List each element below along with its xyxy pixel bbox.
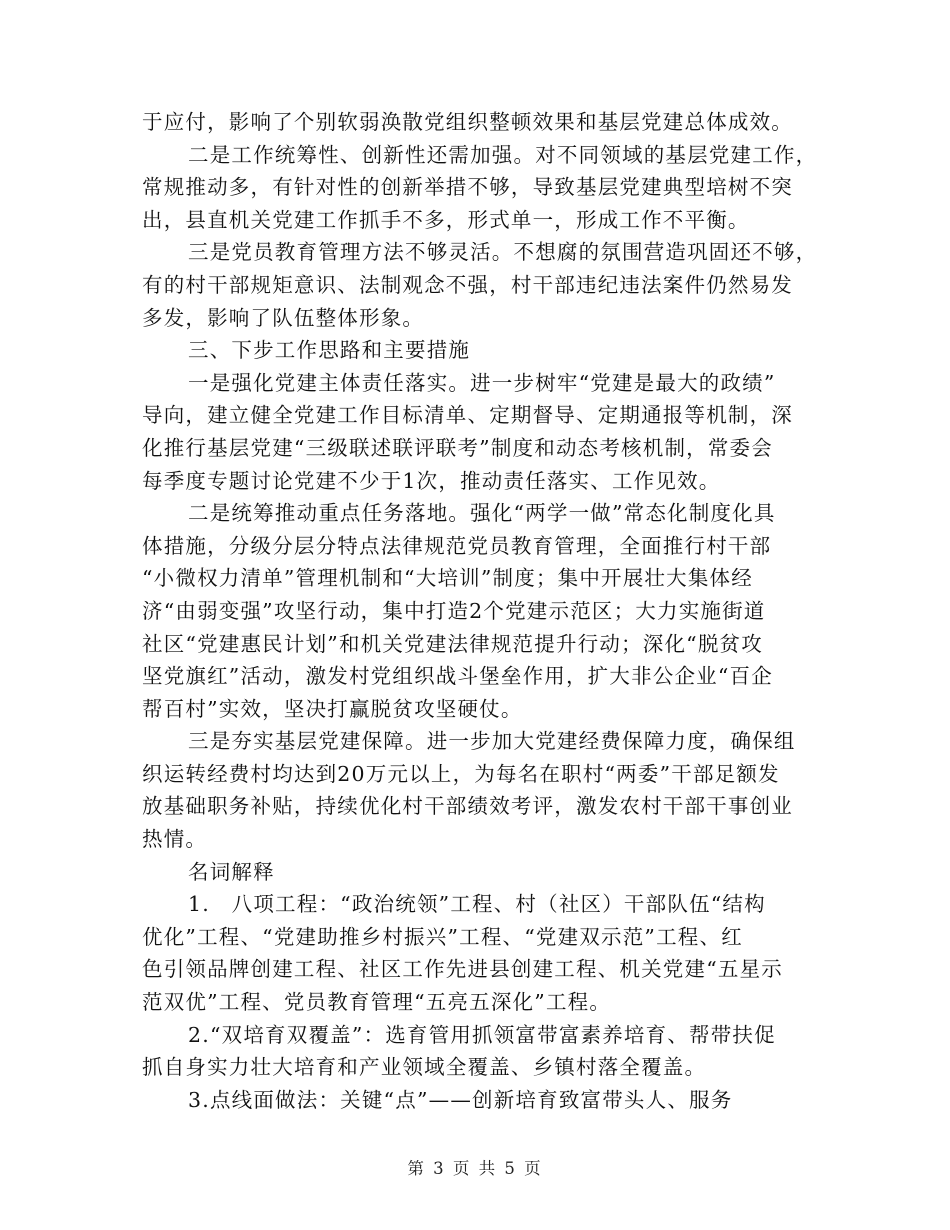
text-line: 常规推动多，有针对性的创新举措不够，导致基层党建典型培树不突 xyxy=(142,175,793,200)
text-line: 社区“党建惠民计划”和机关党建法律规范提升行动；深化“脱贫攻 xyxy=(142,631,763,656)
text-line: 名词解释 xyxy=(188,859,275,884)
text-line: 济“由弱变强”攻坚行动，集中打造2个党建示范区；大力实施街道 xyxy=(142,598,766,623)
text-line: 有的村干部规矩意识、法制观念不强，村干部违纪违法案件仍然易发 xyxy=(142,272,793,297)
text-line: 出，县直机关党建工作抓手不多，形式单一，形成工作不平衡。 xyxy=(142,207,750,232)
text-line: 化推行基层党建“三级联述联评联考”制度和动态考核机制，常委会 xyxy=(142,435,773,460)
text-line: 三、下步工作思路和主要措施 xyxy=(188,338,471,363)
text-line: 每季度专题讨论党建不少于1次，推动责任落实、工作见效。 xyxy=(142,468,721,493)
text-line: 坚党旗红”活动，激发村党组织战斗堡垒作用，扩大非公企业“百企 xyxy=(142,664,773,689)
text-line: 导向，建立健全党建工作目标清单、定期督导、定期通报等机制，深 xyxy=(142,403,793,428)
text-line: 二是统筹推动重点任务落地。强化“两学一做”常态化制度化具 xyxy=(188,501,776,526)
page-footer: 第 3 页 共 5 页 xyxy=(407,1159,543,1178)
text-line: 抓自身实力壮大培育和产业领域全覆盖、乡镇村落全覆盖。 xyxy=(142,1055,707,1080)
text-line: 二是工作统筹性、创新性还需加强。对不同领域的基层党建工作， xyxy=(188,142,818,167)
text-line: 三是党员教育管理方法不够灵活。不想腐的氛围营造巩固还不够， xyxy=(188,240,818,265)
text-line: 2.“双培育双覆盖”：选育管用抓领富带富素养培育、帮带扶促 xyxy=(188,1022,776,1047)
text-line: 1. 八项工程：“政治统领”工程、村（社区）干部队伍“结构 xyxy=(188,892,766,917)
text-line: 三是夯实基层党建保障。进一步加大党建经费保障力度，确保组 xyxy=(188,729,796,754)
text-line: 范双优”工程、党员教育管理“五亮五深化”工程。 xyxy=(142,990,612,1015)
text-line: 织运转经费村均达到20万元以上，为每名在职村“两委”干部足额发 xyxy=(142,761,780,786)
text-line: 热情。 xyxy=(142,827,208,852)
text-line: 优化”工程、“党建助推乡村振兴”工程、“党建双示范”工程、红 xyxy=(142,924,743,949)
text-line: 3.点线面做法：关键“点”——创新培育致富带头人、服务 xyxy=(188,1087,733,1112)
text-line: 放基础职务补贴，持续优化村干部绩效考评，激发农村干部干事创业 xyxy=(142,794,793,819)
text-line: 一是强化党建主体责任落实。进一步树牢“党建是最大的政绩” xyxy=(188,370,776,395)
text-line: 于应付，影响了个别软弱涣散党组织整顿效果和基层党建总体成效。 xyxy=(142,110,793,134)
text-line: 体措施，分级分层分特点法律规范党员教育管理，全面推行村干部 xyxy=(142,533,772,558)
text-line: 帮百村”实效，坚决打赢脱贫攻坚硬仗。 xyxy=(142,696,523,721)
paragraph-lines xyxy=(142,106,818,1116)
text-line: “小微权力清单”管理机制和“大培训”制度；集中开展壮大集体经 xyxy=(142,566,753,591)
text-line: 色引领品牌创建工程、社区工作先进县创建工程、机关党建“五星示 xyxy=(142,957,783,982)
document-body xyxy=(142,106,818,1116)
text-line: 多发，影响了队伍整体形象。 xyxy=(142,305,425,330)
